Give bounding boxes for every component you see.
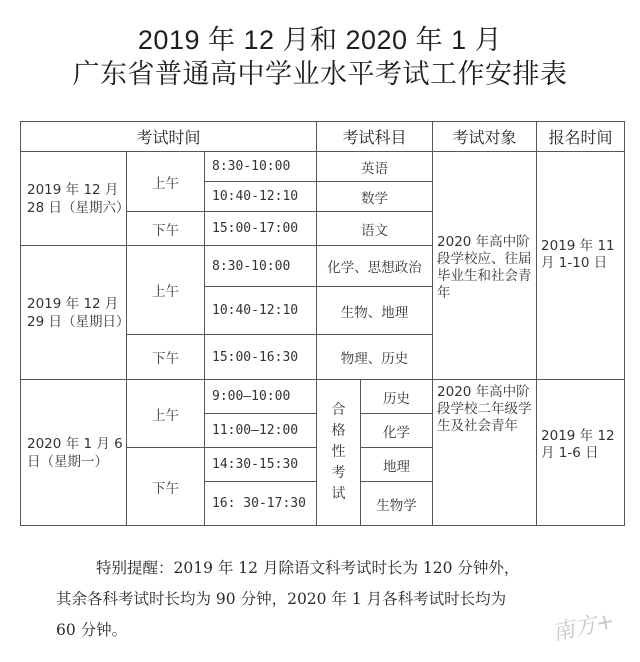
time-cell: 14:30-15:30	[205, 448, 317, 482]
date-cell	[21, 380, 127, 526]
category-char: 试	[331, 486, 346, 502]
time-cell: 15:00-17:00	[205, 212, 317, 246]
period-cell: 上午	[127, 380, 205, 448]
time-cell: 9:00—10:00	[205, 380, 317, 414]
date-line: 2019 年 12 月	[27, 181, 119, 198]
time-cell: 10:40-12:10	[205, 182, 317, 212]
time-cell: 8:30-10:00	[205, 246, 317, 287]
period-cell: 下午	[127, 448, 205, 526]
note-line: 60 分钟。	[56, 621, 128, 639]
exam-schedule-table	[20, 121, 625, 526]
time-cell: 15:00-16:30	[205, 335, 317, 380]
period-cell: 下午	[127, 212, 205, 246]
subject-cell: 语文	[317, 212, 433, 246]
header-exam-time: 考试时间	[21, 122, 317, 152]
document-title-line2: 广东省普通高中学业水平考试工作安排表	[72, 59, 568, 89]
registration-cell: 2019 年 11 月 1-10 日	[537, 152, 625, 380]
note-paragraph-cont	[56, 584, 616, 646]
subject-cell: 地理	[361, 448, 433, 482]
target-cell: 2020 年高中阶段学校应、往届毕业生和社会青年	[433, 152, 537, 380]
registration-cell: 2019 年 12 月 1-6 日	[537, 380, 625, 526]
subject-cell: 历史	[361, 380, 433, 414]
time-cell: 8:30-10:00	[205, 152, 317, 182]
subject-cell: 英语	[317, 152, 433, 182]
category-char: 合	[331, 402, 346, 418]
target-cell: 2020 年高中阶段学校二年级学生及社会青年	[433, 380, 537, 526]
category-char: 格	[331, 423, 346, 439]
category-char: 性	[331, 444, 346, 460]
table-header-row	[21, 122, 625, 152]
subject-cell: 生物学	[361, 482, 433, 526]
period-cell: 上午	[127, 246, 205, 335]
date-line: 29 日（星期日）	[27, 313, 130, 330]
header-registration: 报名时间	[537, 122, 625, 152]
date-cell	[21, 152, 130, 246]
date-cell	[21, 246, 130, 380]
note-paragraph	[56, 553, 616, 584]
time-cell: 10:40-12:10	[205, 287, 317, 335]
subject-cell: 数学	[317, 182, 433, 212]
note-line: 特别提醒：2019 年 12 月除语文科考试时长为 120 分钟外，	[96, 559, 520, 577]
subject-cell: 物理、历史	[317, 335, 433, 380]
period-cell: 下午	[127, 335, 205, 380]
watermark-logo: 南方+	[550, 608, 617, 647]
date-line: 28 日（星期六）	[27, 199, 130, 216]
header-target: 考试对象	[433, 122, 537, 152]
subject-cell: 化学	[361, 414, 433, 448]
note-line: 其余各科考试时长均为 90 分钟，2020 年 1 月各科考试时长均为	[56, 590, 507, 608]
category-cell	[317, 380, 361, 526]
period-cell: 上午	[127, 152, 205, 212]
subject-cell: 化学、思想政治	[317, 246, 433, 287]
time-cell: 16: 30-17:30	[205, 482, 317, 526]
document-title-line1: 2019 年 12 月和 2020 年 1 月	[137, 25, 503, 55]
table-row	[21, 380, 625, 414]
date-line: 2020 年 1 月 6	[27, 435, 123, 452]
category-char: 考	[331, 465, 346, 481]
table-row	[21, 152, 625, 182]
date-line: 2019 年 12 月	[27, 295, 119, 312]
date-line: 日（星期一）	[27, 453, 108, 470]
time-cell: 11:00—12:00	[205, 414, 317, 448]
subject-cell: 生物、地理	[317, 287, 433, 335]
header-subject: 考试科目	[317, 122, 433, 152]
